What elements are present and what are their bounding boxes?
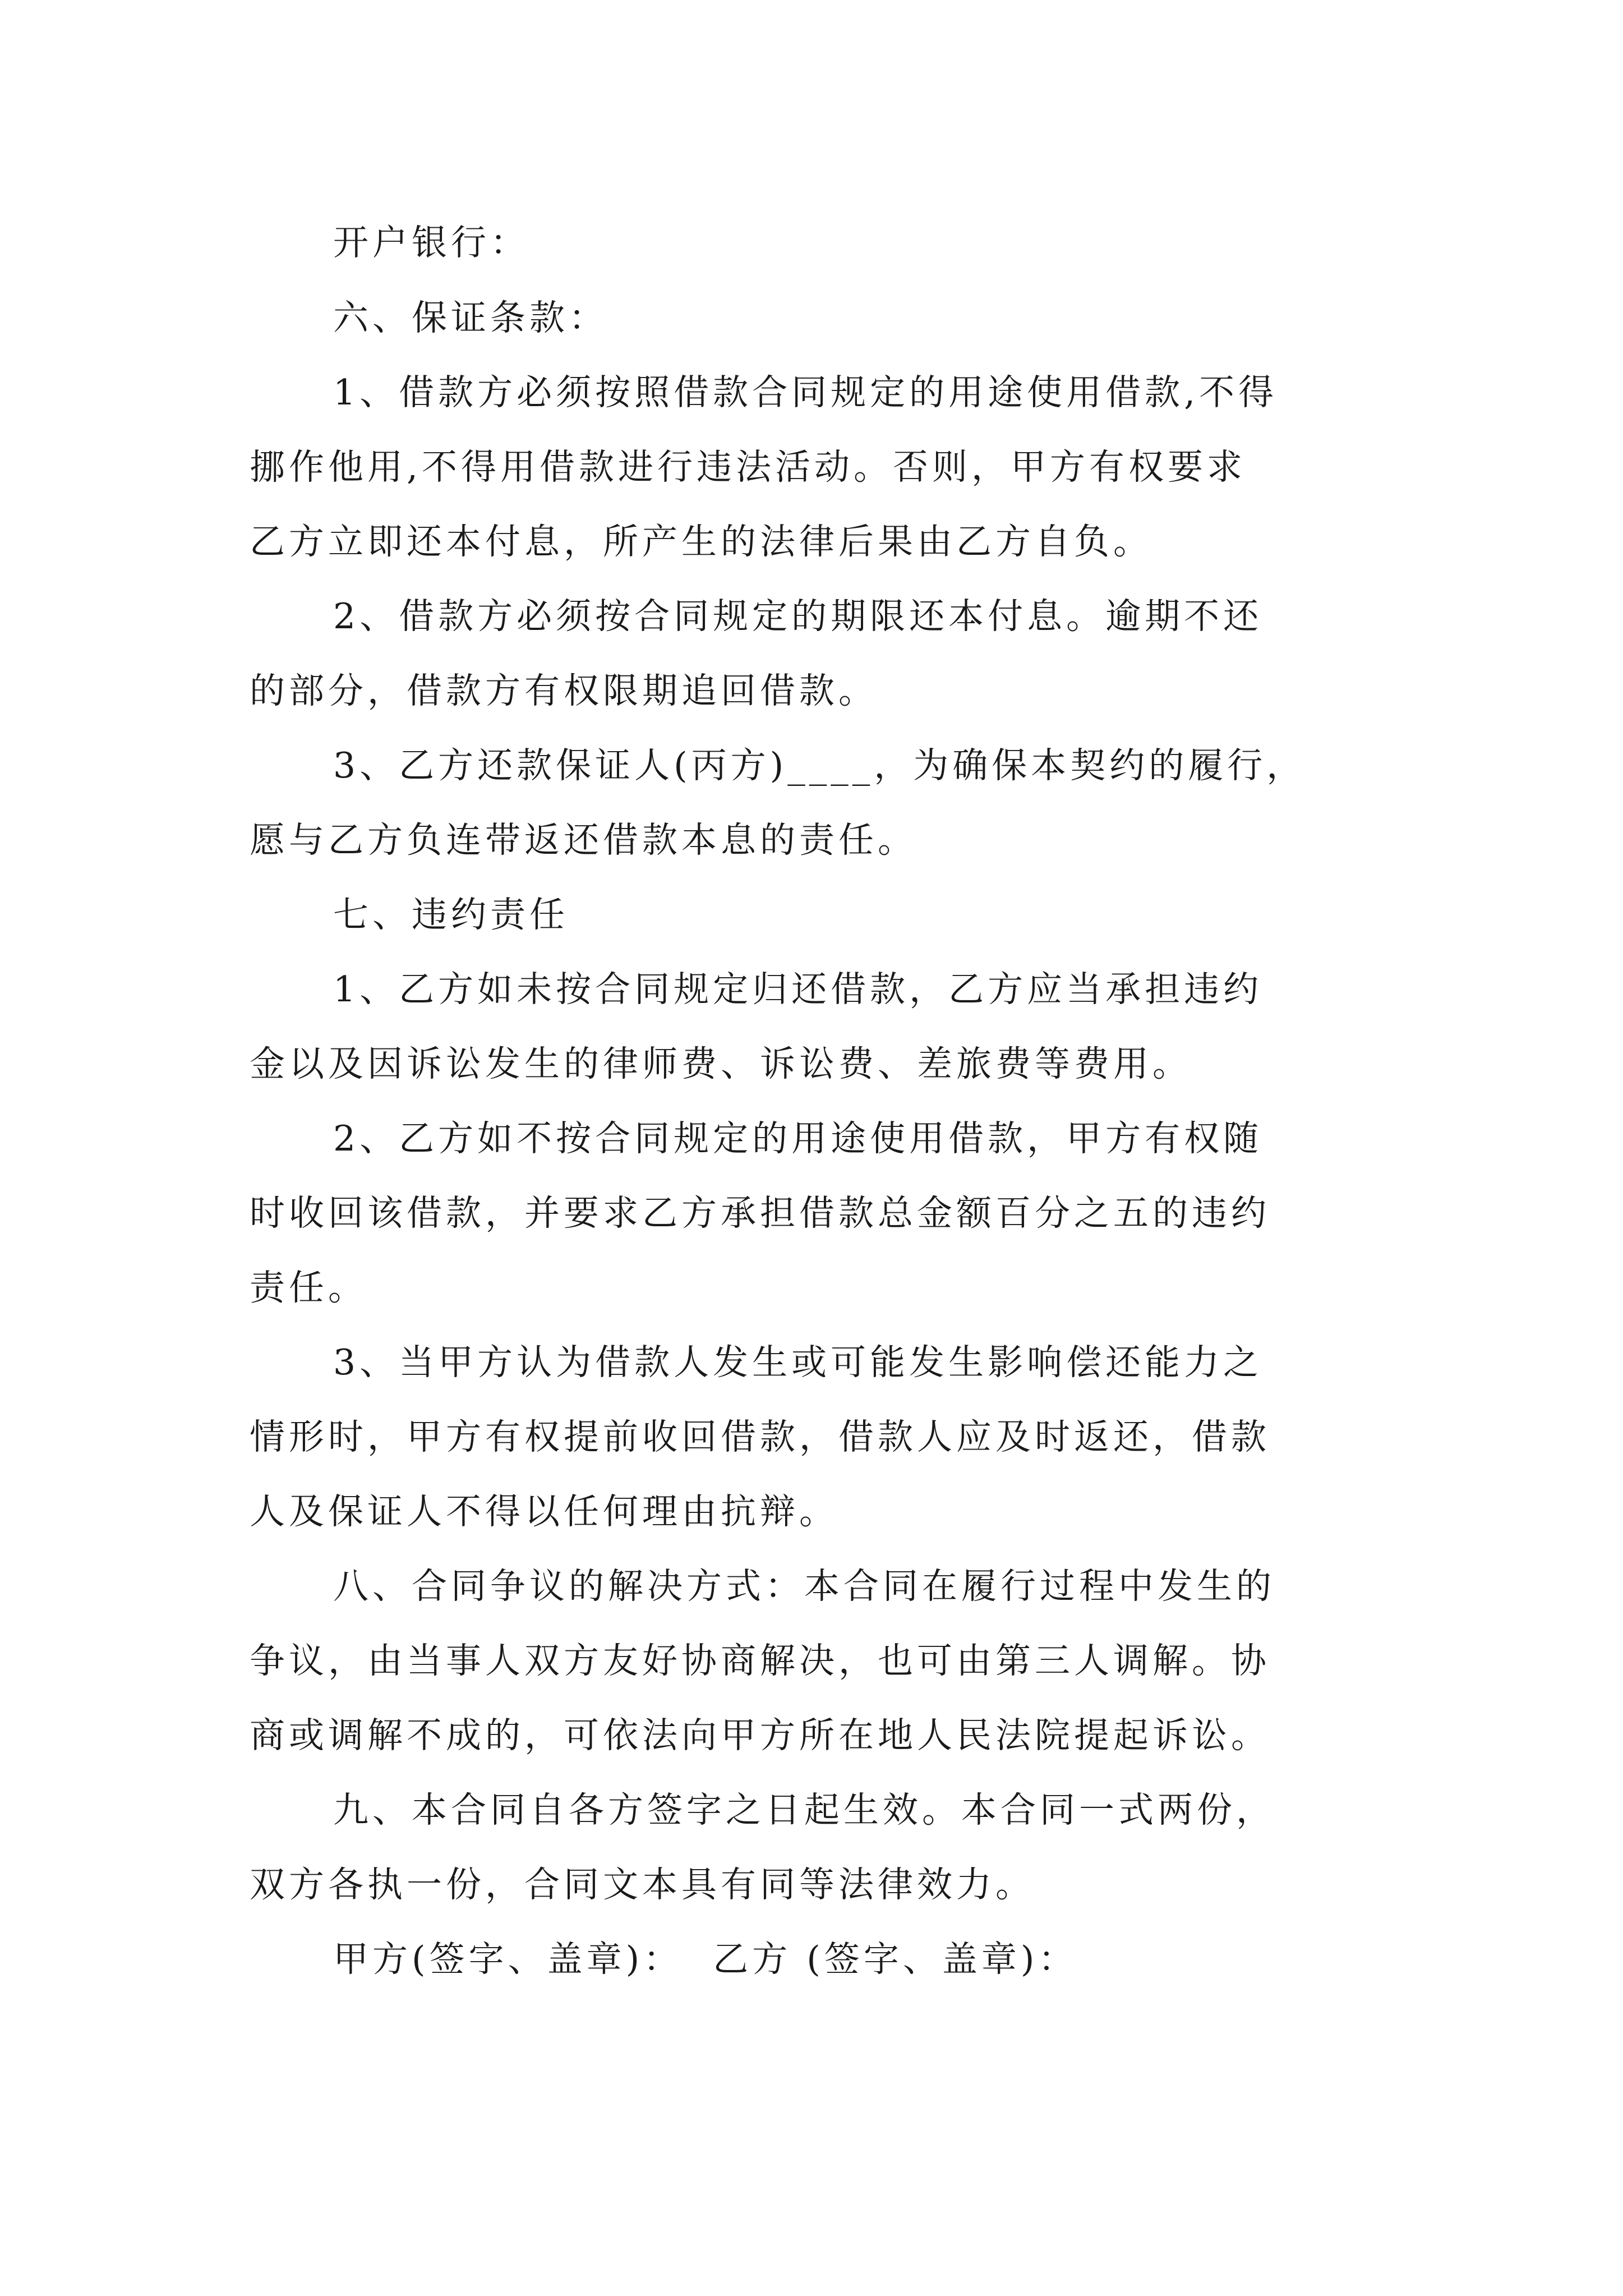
section-six-heading: 六、保证条款：	[333, 297, 608, 338]
section-nine-line-2: 双方各执一份，合同文本具有同等法律效力。	[250, 1864, 1035, 1905]
clause-7-2-line-2: 时收回该借款，并要求乙方承担借款总金额百分之五的违约	[250, 1193, 1270, 1234]
clause-7-3-line-1: 3、当甲方认为借款人发生或可能发生影响偿还能力之	[333, 1342, 1263, 1383]
clause-6-2-line-2: 的部分，借款方有权限期追回借款。	[250, 670, 878, 711]
clause-6-3-line-1: 3、乙方还款保证人(丙方)____，为确保本契约的履行，	[333, 745, 1306, 786]
clause-6-2-line-1: 2、借款方必须按合同规定的期限还本付息。逾期不还	[333, 596, 1263, 637]
clause-6-3-line-2: 愿与乙方负连带返还借款本息的责任。	[250, 820, 917, 861]
bank-account-line: 开户银行：	[333, 222, 529, 263]
signature-line: 甲方(签字、盖章)： 乙方 (签字、盖章)：	[333, 1939, 1078, 1980]
clause-7-3-line-2: 情形时，甲方有权提前收回借款，借款人应及时返还，借款	[250, 1416, 1270, 1457]
clause-7-1-line-2: 金以及因诉讼发生的律师费、诉讼费、差旅费等费用。	[250, 1043, 1192, 1084]
clause-7-2-line-3: 责任。	[250, 1267, 367, 1308]
clause-6-1-line-2: 挪作他用,不得用借款进行违法活动。否则，甲方有权要求	[250, 447, 1247, 487]
clause-6-1-line-3: 乙方立即还本付息，所产生的法律后果由乙方自负。	[250, 521, 1152, 562]
section-seven-heading: 七、违约责任	[333, 894, 569, 935]
section-eight-line-3: 商或调解不成的，可依法向甲方所在地人民法院提起诉讼。	[250, 1715, 1270, 1756]
clause-6-1-line-1: 1、借款方必须按照借款合同规定的用途使用借款,不得	[333, 372, 1278, 413]
section-eight-line-2: 争议，由当事人双方友好协商解决，也可由第三人调解。协	[250, 1640, 1270, 1681]
section-nine-line-1: 九、本合同自各方签字之日起生效。本合同一式两份，	[333, 1789, 1275, 1830]
clause-7-3-line-3: 人及保证人不得以任何理由抗辩。	[250, 1491, 838, 1532]
clause-7-1-line-1: 1、乙方如未按合同规定归还借款，乙方应当承担违约	[333, 969, 1263, 1010]
clause-7-2-line-1: 2、乙方如不按合同规定的用途使用借款，甲方有权随	[333, 1118, 1263, 1159]
section-eight-line-1: 八、合同争议的解决方式：本合同在履行过程中发生的	[333, 1566, 1275, 1607]
